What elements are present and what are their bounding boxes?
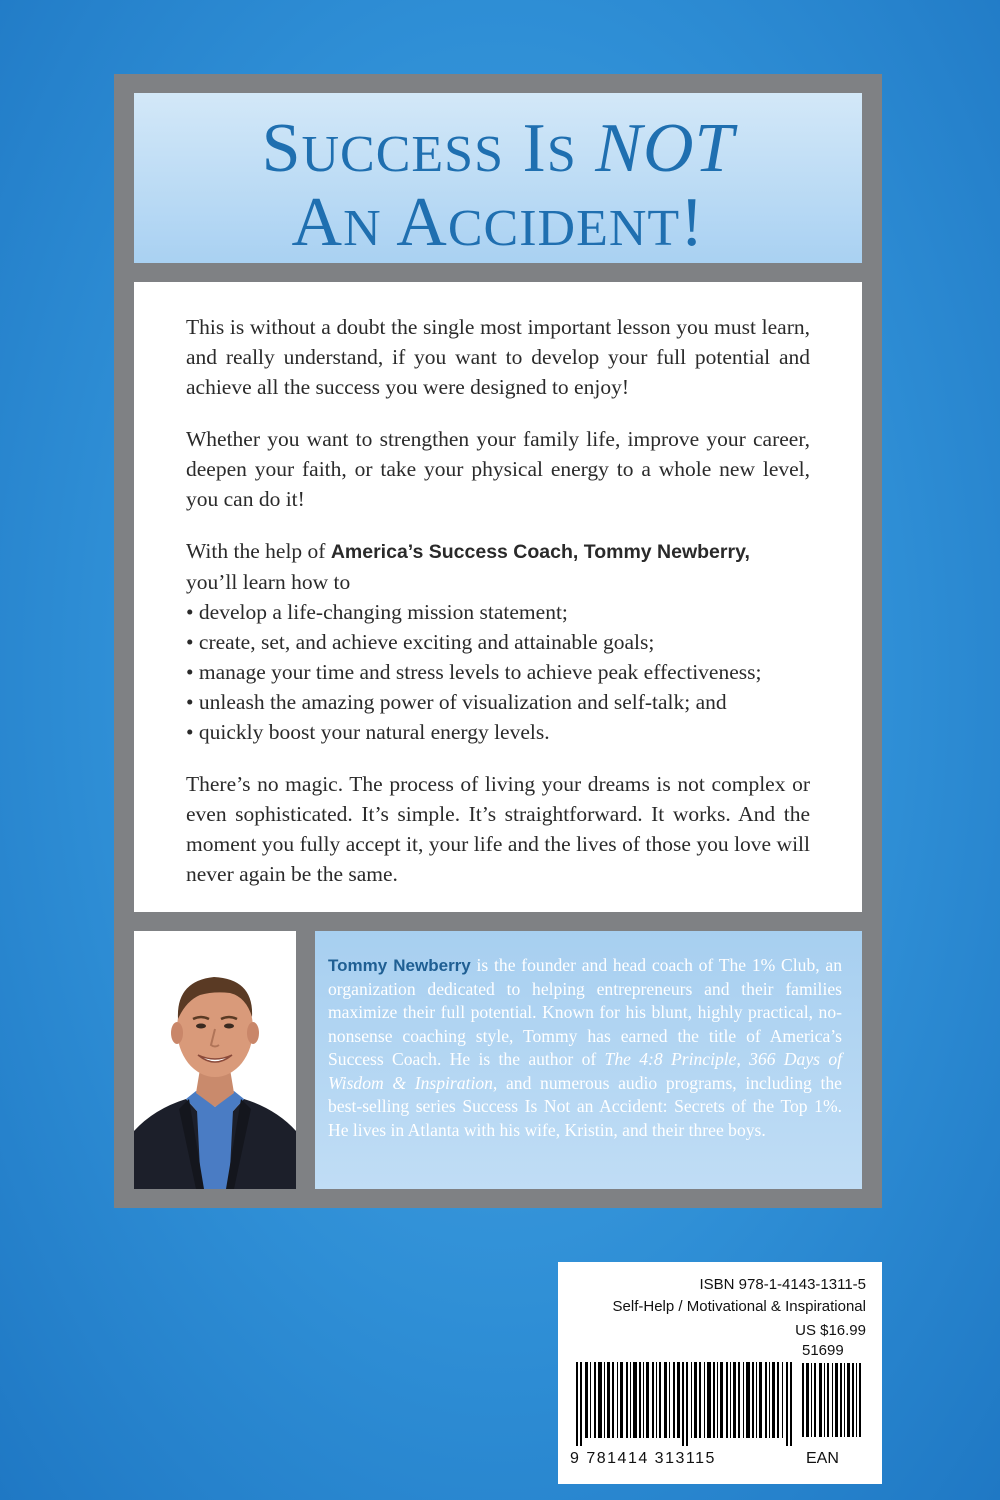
paragraph-3: With the help of America’s Success Coach, Tommy Newberry, you’ll learn how to: [186, 539, 750, 594]
author-name: Tommy Newberry: [328, 956, 471, 975]
description-panel: [134, 282, 862, 912]
isbn-box: [558, 1262, 882, 1484]
barcode-digits: 9 781414 313115: [570, 1450, 716, 1467]
ean-label: EAN: [806, 1450, 839, 1467]
coach-name: America’s Success Coach, Tommy Newberry,: [330, 541, 750, 563]
price-barcode-icon: [802, 1363, 862, 1437]
paragraph-4: There’s no magic. The process of living your dreams is not complex or even sophisticated. It’s simple. It’s straightforward. It works. And the moment you fully accept it, your life and the lives of those you love will never again be the same.: [186, 772, 810, 886]
isbn-number: ISBN 978-1-4143-1311-5: [699, 1276, 866, 1293]
paragraph-1: This is without a doubt the single most important lesson you must learn, and really understand, if you want to develop your full potential and achieve all the success you were designed to enjoy!: [186, 315, 810, 399]
author-portrait-icon: [134, 931, 296, 1189]
title-panel: [134, 93, 862, 263]
list-item: • quickly boost your natural energy levels.: [186, 720, 550, 744]
list-item: • unleash the amazing power of visualization and self-talk; and: [186, 690, 727, 714]
price-label: US $16.99: [795, 1322, 866, 1339]
list-item: • manage your time and stress levels to achieve peak effectiveness;: [186, 660, 762, 684]
title-line-1: SUCCESS IS NOT: [261, 110, 735, 187]
list-item: • develop a life-changing mission statement;: [186, 600, 568, 624]
title-not: NOT: [595, 110, 735, 187]
list-item: • create, set, and achieve exciting and attainable goals;: [186, 630, 655, 654]
price-code: 51699: [802, 1342, 844, 1359]
title-line-2: AN ACCIDENT!: [291, 184, 705, 261]
barcode-icon: [576, 1362, 794, 1446]
book-titles: The 4:8 Principle, 366 Days of Wisdom & Inspiration,: [328, 1049, 842, 1093]
paragraph-2: Whether you want to strengthen your family life, improve your career, deepen your faith, or take your physical energy to a whole new level, you can do it!: [186, 427, 810, 511]
bullet-list: [186, 597, 810, 747]
category-label: Self-Help / Motivational & Inspirational: [612, 1298, 866, 1315]
author-bio: Tommy Newberry is the founder and head coach of The 1% Club, an organization dedicated to helping entrepreneurs and their families maximize their full potential. Known for his blunt, highly practical, no-nonsense coaching style, Tommy has earned the title of America’s Success Coach. He is the author of The 4:8 Principle, 366 Days of Wisdom & Inspiration, and numerous audio programs, including the best-selling series Success Is Not an Accident: Secrets of the Top 1%. He lives in Atlanta with his wife, Kristin, and their three boys.: [315, 931, 862, 1189]
author-photo: [134, 931, 296, 1189]
